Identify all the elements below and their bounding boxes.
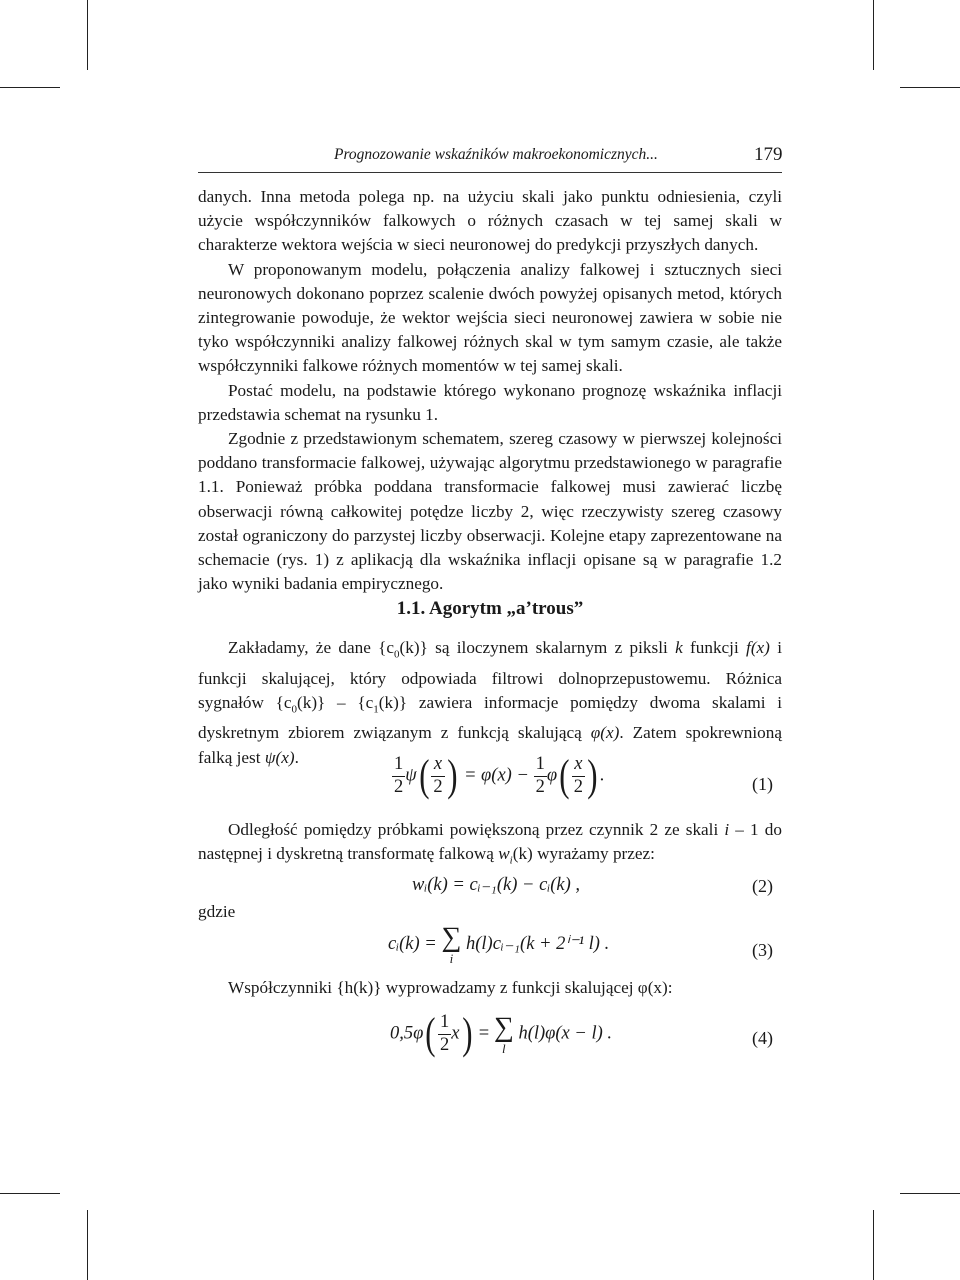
equation-number: (4): [752, 1028, 773, 1048]
paragraph: W proponowanym modelu, połączenia analizy falkowej i sztucznych sieci neuronowych dokonano poprzez scalenie dwóch powyżej opisanych metod, których zintegrowanie powoduje, że wektor wejścia sieci neuronowej zawiera w sobie nie tyko współczynniki analizy falkowej różnych skal w tym samym czasie, ale także współczynniki falkowe różnych momentów w tej samej skali.: [198, 259, 782, 376]
paragraph: Współczynniki {h(k)} wyprowadzamy z funkcji skalującej φ(x):: [228, 978, 673, 997]
equation-4: 0,5φ( $\frac{1}{2}$ x) = ∑ l h(l)φ(x − l) .: [390, 1009, 613, 1058]
header-rule: [198, 172, 782, 173]
body-text: [198, 185, 782, 596]
crop-mark: [0, 1193, 60, 1194]
section-paragraph: [198, 976, 782, 1000]
paragraph: Zakładamy, że dane $\{c_0(k)\}$ są iloczynem skalarnym z piksli k funkcji f(x) i funkcji skalującej, który odpowiada filtrowi dolnoprzepustowemu. Różnica sygnałów $\{c_0(k)\} - \{c_1(k)\}$ zawiera informacje pomiędzy dwoma skalami i dyskretnym zbiorem związanym z funkcją skalującą φ(x). Zatem spokrewnioną falką jest ψ(x).: [198, 638, 783, 767]
crop-mark: [0, 87, 60, 88]
equation-number: (3): [752, 940, 773, 960]
crop-mark: [873, 1210, 874, 1280]
section-heading: 1.1. Agorytm „a’trous”: [396, 598, 584, 619]
equation-2: wᵢ(k) = cᵢ₋₁(k) − cᵢ(k) ,: [412, 875, 581, 895]
crop-mark: [900, 87, 960, 88]
crop-mark: [873, 0, 874, 70]
equation-1: $\frac{1}{2}$ ψ( $\frac{x}{2}$ ) = φ(x) − $\frac{1}{2}$ φ( $\frac{x}{2}$ ) .: [394, 751, 605, 800]
paragraph: Odległość pomiędzy próbkami powiększoną przez czynnik 2 ze skali i – 1 do następnej i dyskretną transformatę falkową $w_i(k)$ wyrażamy przez:: [198, 820, 782, 867]
equation-number: (1): [752, 774, 773, 794]
equation-number: (2): [752, 876, 773, 896]
equation-3: cᵢ(k) = ∑ i h(l)cᵢ₋₁(k + 2ⁱ⁻¹ l) .: [388, 922, 610, 966]
paragraph: danych. Inna metoda polega np. na użyciu skali jako punktu odniesienia, czyli użycie współczynników falkowych o różnych czasach w tej samej skali w charakterze wektora wejścia w sieci neuronowej do predykcji przyszłych danych.: [198, 187, 782, 255]
section-paragraph: [198, 818, 782, 873]
page-number: 179: [754, 144, 783, 165]
crop-mark: [87, 1210, 88, 1280]
paragraph: Postać modelu, na podstawie którego wykonano prognozę wskaźnika inflacji przedstawia schemat na rysunku 1.: [198, 380, 782, 424]
section-paragraph: [198, 636, 782, 770]
paragraph: Zgodnie z przedstawionym schematem, szereg czasowy w pierwszej kolejności poddano transformacie falkowej, używając algorytmu przedstawionego w paragrafie 1.1. Ponieważ próbka poddana transformacie falkowej musi zawierać liczbę obserwacji równą całkowitej potędze liczby 2, więc rzeczywisty szereg czasowy został ograniczony do parzystej liczby obserwacji. Kolejne etapy zaprezentowane na schemacie (rys. 1) z aplikacją dla wskaźnika inflacji opisane są w paragrafie 1.2 jako wyniki badania empirycznego.: [198, 429, 782, 594]
crop-mark: [900, 1193, 960, 1194]
where-label: gdzie: [198, 902, 236, 921]
crop-mark: [87, 0, 88, 70]
running-title: Prognozowanie wskaźników makroekonomicznych...: [334, 146, 658, 163]
